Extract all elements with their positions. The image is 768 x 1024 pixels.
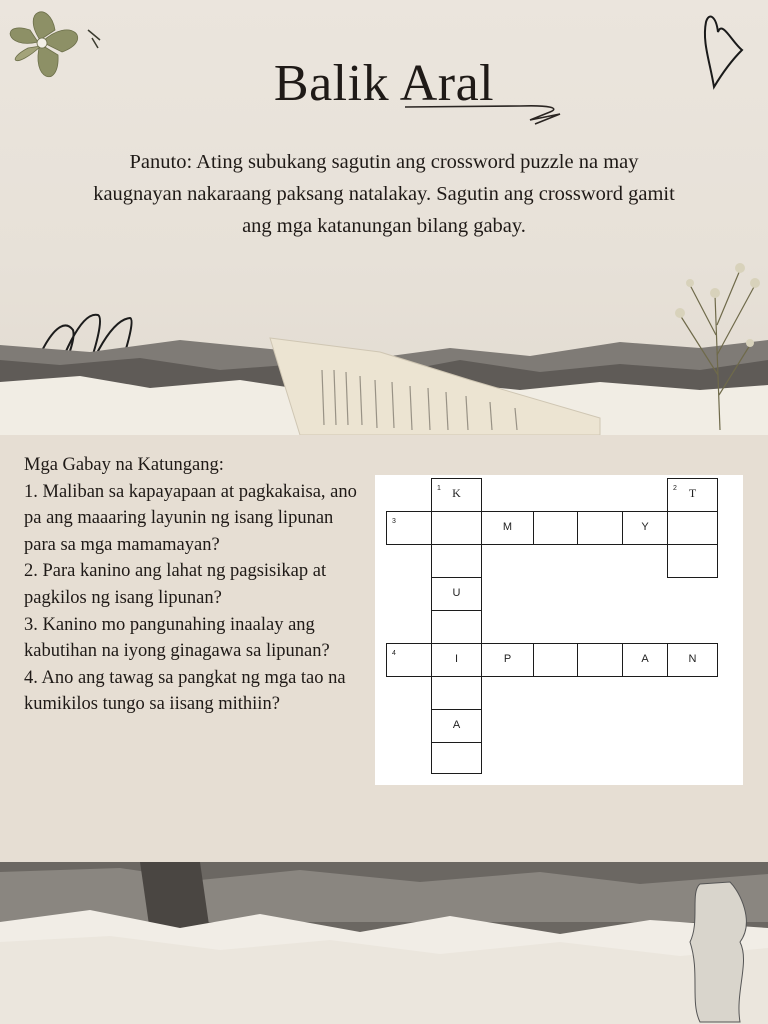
guide-question-2: 2. Para kanino ang lahat ng pagsisikap at pagkilos ng isang lipunan? (24, 561, 327, 608)
crossword-cell[interactable] (431, 742, 482, 774)
guide-question-1: 1. Maliban sa kapayapaan at pagkakaisa, ano pa ang maaaring layunin ng isang lipunan para sa mga mamamayan? (24, 481, 357, 555)
crossword-letter: T (688, 486, 697, 500)
torn-paper-band (0, 330, 768, 435)
clue-number: 1 (437, 485, 441, 492)
crossword-cell[interactable] (386, 511, 432, 545)
page-title: Balik Aral (273, 55, 495, 112)
crossword-cell[interactable] (431, 478, 482, 512)
crossword-cell[interactable] (667, 544, 718, 578)
guide-heading: Mga Gabay na Katungang: (24, 455, 224, 475)
crossword-letter: I (454, 653, 459, 665)
crossword-cell[interactable] (431, 676, 482, 710)
guide-question-3: 3. Kanino mo pangunahing inaalay ang kabutihan na iyong ginagawa sa lipunan? (24, 614, 330, 662)
clue-number: 3 (392, 518, 396, 525)
crossword-cell[interactable] (622, 511, 668, 545)
crossword-letter: M (502, 521, 513, 533)
crossword-letter: K (452, 486, 461, 500)
crossword-cell[interactable] (431, 577, 482, 611)
crossword-cell[interactable] (431, 511, 482, 545)
crossword-letter: P (503, 653, 512, 665)
instructions-text: Panuto: Ating subukang sagutin ang crossword puzzle na may kaugnayan nakaraang paksang natalakay. Sagutin ang crossword gamit ang mga katanungan bilang gabay. (93, 151, 675, 237)
crossword-cell[interactable] (577, 511, 623, 545)
crossword-cell[interactable] (667, 643, 718, 677)
crossword-cell[interactable] (431, 544, 482, 578)
crossword-cell[interactable] (667, 511, 718, 545)
crossword-cell[interactable] (431, 643, 482, 677)
clue-number: 4 (392, 650, 396, 657)
guide-question-4: 4. Ano ang tawag sa pangkat ng mga tao na kumikilos tungo sa iisang mithiin? (24, 667, 346, 715)
crossword-letter: A (641, 653, 649, 665)
crossword-cell[interactable] (533, 511, 578, 545)
crossword-cell[interactable] (431, 610, 482, 644)
crossword-cell[interactable] (386, 643, 432, 677)
crossword-cell[interactable] (577, 643, 623, 677)
crossword-letter: N (688, 653, 697, 665)
crossword-cell[interactable] (533, 643, 578, 677)
dried-plant-icon (660, 255, 768, 430)
crossword-cell[interactable] (481, 643, 534, 677)
crossword-letter: A (452, 719, 461, 731)
crossword-cell[interactable] (667, 478, 718, 512)
crossword-letter: Y (641, 521, 649, 533)
crossword-cell[interactable] (481, 511, 534, 545)
clue-number: 2 (673, 485, 677, 492)
title-underline-scribble (400, 90, 570, 130)
crossword-panel (375, 475, 743, 785)
crossword-letter: U (452, 587, 461, 599)
bottom-landscape-band (0, 862, 768, 1024)
guide-questions (24, 452, 364, 718)
crossword-cell[interactable] (622, 643, 668, 677)
crossword-cell[interactable] (431, 709, 482, 743)
